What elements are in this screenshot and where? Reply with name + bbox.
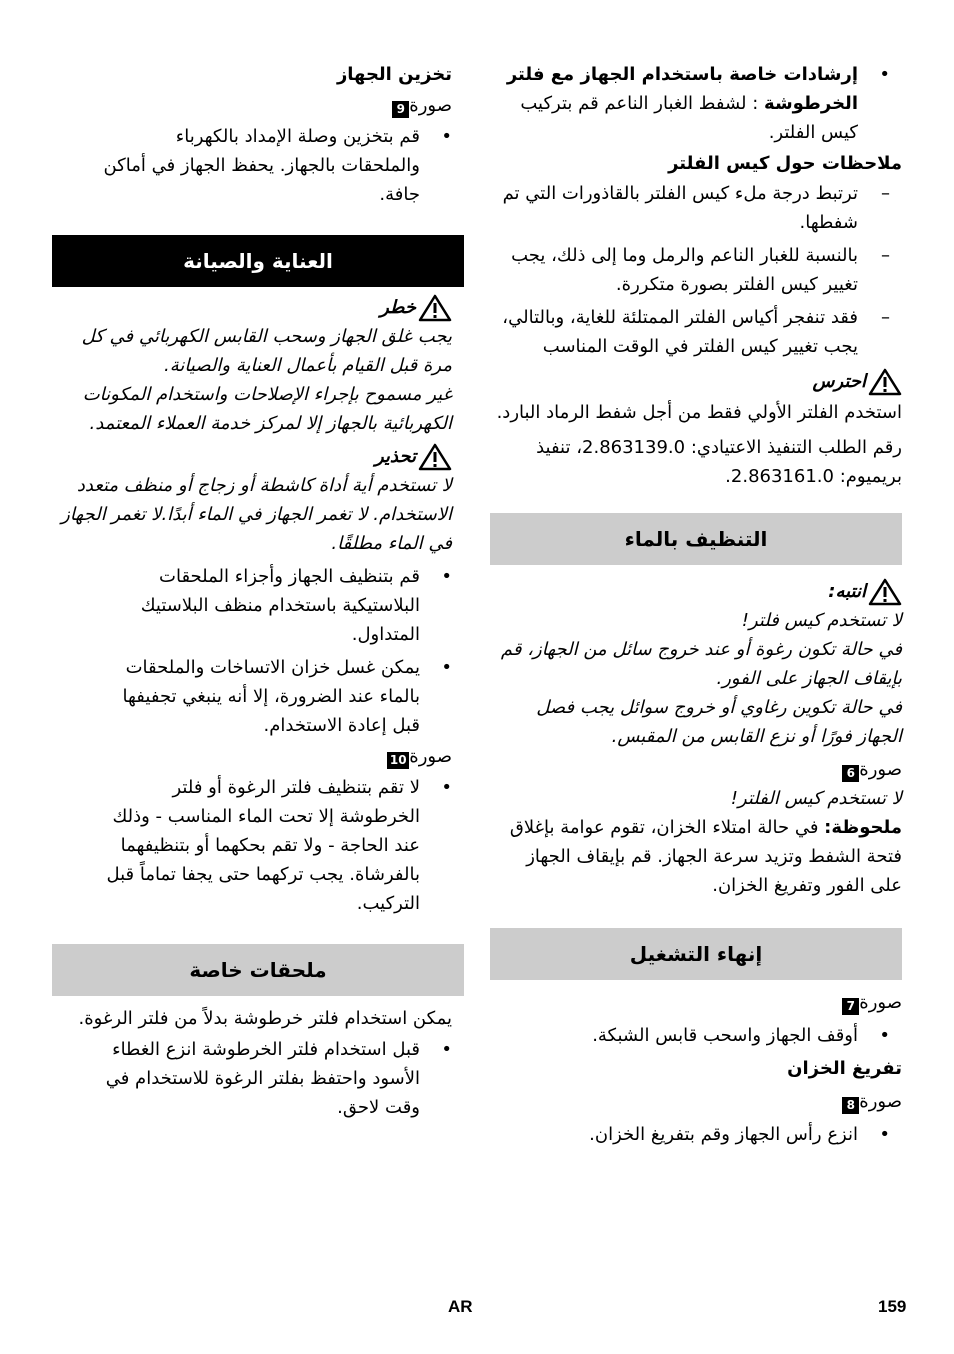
no-filter-bag-text: لا تستخدم كيس الفلتر!	[730, 788, 902, 809]
figure-reference	[52, 742, 464, 771]
attention-label	[490, 577, 902, 606]
cartridge-filter-heading: إرشادات خاصة باستخدام الجهاز مع فلتر الخرطوشة	[506, 64, 858, 114]
figure-reference	[490, 988, 902, 1017]
right-column	[490, 60, 902, 1149]
section-title-accessories: ملحقات خاصة	[52, 944, 464, 996]
figure-label: صورة	[409, 95, 452, 116]
note-text: في حالة امتلاء الخزان، تقوم عوامة بإغلاق فتحة الشفط وتزيد سرعة الجهاز. قم بإيقاف الجهاز على الفور وتفريغ الخزان.	[509, 817, 902, 896]
danger-line: غير مسموح بإجراء الإصلاحات واستخدام المكونات الكهربائية بالجهاز إلا لمركز خدمة العملاء المعتمد.	[82, 384, 452, 434]
storage-step: • قم بتخزين وصلة الإمداد بالكهرباء والملحقات بالجهاز. يحفظ الجهاز في أماكن جافة.	[52, 122, 464, 209]
caution-text-label: احترس	[812, 371, 866, 392]
figure-number-box: 10	[387, 752, 409, 769]
danger-text-label: خطر	[380, 297, 416, 318]
accessories-step: • قبل استخدام فلتر الخرطوشة انزع الغطاء الأسود واحتفظ بفلتر الرغوة للاستخدام في وقت لاحق.	[52, 1035, 464, 1122]
attention-line: في حالة تكوين رغاوي أو خروج سوائل يجب فصل الجهاز فورًا أو نزع القابس من المقبس.	[536, 697, 902, 747]
figure-number-box: 6	[842, 765, 859, 782]
attention-text-label: انتبه:	[828, 581, 866, 602]
page-number: 159	[878, 1297, 907, 1316]
warning-label	[60, 442, 452, 471]
warning-text-label: تحذير	[374, 446, 416, 467]
left-column	[52, 60, 464, 1122]
footer-language: AR	[448, 1297, 473, 1316]
cartridge-filter-instruction	[490, 60, 902, 147]
figure-label: صورة	[859, 759, 902, 780]
attention-line: في حالة تكون رغوة أو عند خروج سائل من الجهاز، قم بإيقاف الجهاز على الفور.	[500, 639, 902, 689]
note-label: ملحوظة:	[824, 817, 902, 838]
filter-bag-note: – ترتبط درجة ملء كيس الفلتر بالقاذورات التي تم شفطها.	[490, 179, 902, 237]
figure-label: صورة	[859, 1091, 902, 1112]
figure-number-box: 8	[842, 1097, 859, 1114]
storage-heading: تخزين الجهاز	[336, 64, 452, 85]
caution-text: استخدم الفلتر الأولي فقط من أجل شفط الرماد البارد.	[496, 402, 902, 423]
caution-label	[490, 367, 902, 396]
figure-number-box: 9	[392, 101, 409, 118]
float-note	[490, 813, 902, 900]
danger-line: يجب غلق الجهاز وسحب القابس الكهربائي في كل مرة قبل القيام بأعمال العناية والصيانة.	[81, 326, 452, 376]
cartridge-filter-text: : لشفط الغبار الناعم قم بتركيب كيس الفلتر.	[520, 93, 858, 143]
warning-triangle-icon	[418, 294, 452, 322]
figure-label: صورة	[409, 746, 452, 767]
figure-number-box: 7	[842, 998, 859, 1015]
warning-triangle-icon	[868, 578, 902, 606]
figure-label: صورة	[859, 992, 902, 1013]
figure-reference	[490, 755, 902, 784]
figure-reference	[52, 91, 464, 120]
empty-tank-heading: تفريغ الخزان	[787, 1058, 902, 1079]
order-numbers: رقم الطلب التنفيذ الاعتيادي: 2.863139.0، تنفيذ بريميوم: 2.863161.0.	[536, 437, 902, 487]
warning-text: لا تستخدم أية أداة كاشطة أو زجاج أو منظف متعدد الاستخدام. لا تغمر الجهاز في الماء أبدًا.لا تغمر الجهاز في الماء مطلقًا.	[61, 475, 452, 554]
section-title-maintenance: العناية والصيانة	[52, 235, 464, 287]
warning-triangle-icon	[418, 443, 452, 471]
attention-line: لا تستخدم كيس فلتر!	[741, 610, 902, 631]
shutdown-step: • أوقف الجهاز واسحب قابس الشبكة.	[490, 1021, 902, 1050]
figure-reference	[490, 1087, 902, 1116]
accessories-intro: يمكن استخدام فلتر خرطوشة بدلاً من فلتر الرغوة.	[78, 1008, 452, 1029]
section-title-wet-cleaning: التنظيف بالماء	[490, 513, 902, 565]
warning-triangle-icon	[868, 368, 902, 396]
maintenance-step: • قم بتنظيف الجهاز وأجزاء الملحقات البلاستيكية باستخدام منظف البلاستيك المتداول.	[52, 562, 464, 649]
danger-label	[60, 293, 452, 322]
maintenance-step: • لا تقم بتنظيف فلتر الرغوة أو فلتر الخرطوشة إلا تحت الماء المناسب - وذلك عند الحاجة - ولا تقم بحكهما أو بتنظيفهما بالفرشاة. يجب تركهما حتى يجفا تماماً قبل التركيب.	[52, 773, 464, 918]
filter-bag-notes-heading: ملاحظات حول كيس الفلتر	[668, 153, 902, 174]
maintenance-step: • يمكن غسل خزان الاتساخات والملحقات بالماء عند الضرورة، إلا أنه ينبغي تجفيفها قبل إعادة الاستخدام.	[52, 653, 464, 740]
filter-bag-note: – فقد تنفجر أكياس الفلتر الممتلئة للغاية، وبالتالي، يجب تغيير كيس الفلتر في الوقت المناسب	[490, 303, 902, 361]
section-title-shutdown: إنهاء التشغيل	[490, 928, 902, 980]
empty-tank-step: • انزع رأس الجهاز وقم بتفريغ الخزان.	[490, 1120, 902, 1149]
filter-bag-note: – بالنسبة للغبار الناعم والرمل وما إلى ذلك، يجب تغيير كيس الفلتر بصورة متكررة.	[490, 241, 902, 299]
